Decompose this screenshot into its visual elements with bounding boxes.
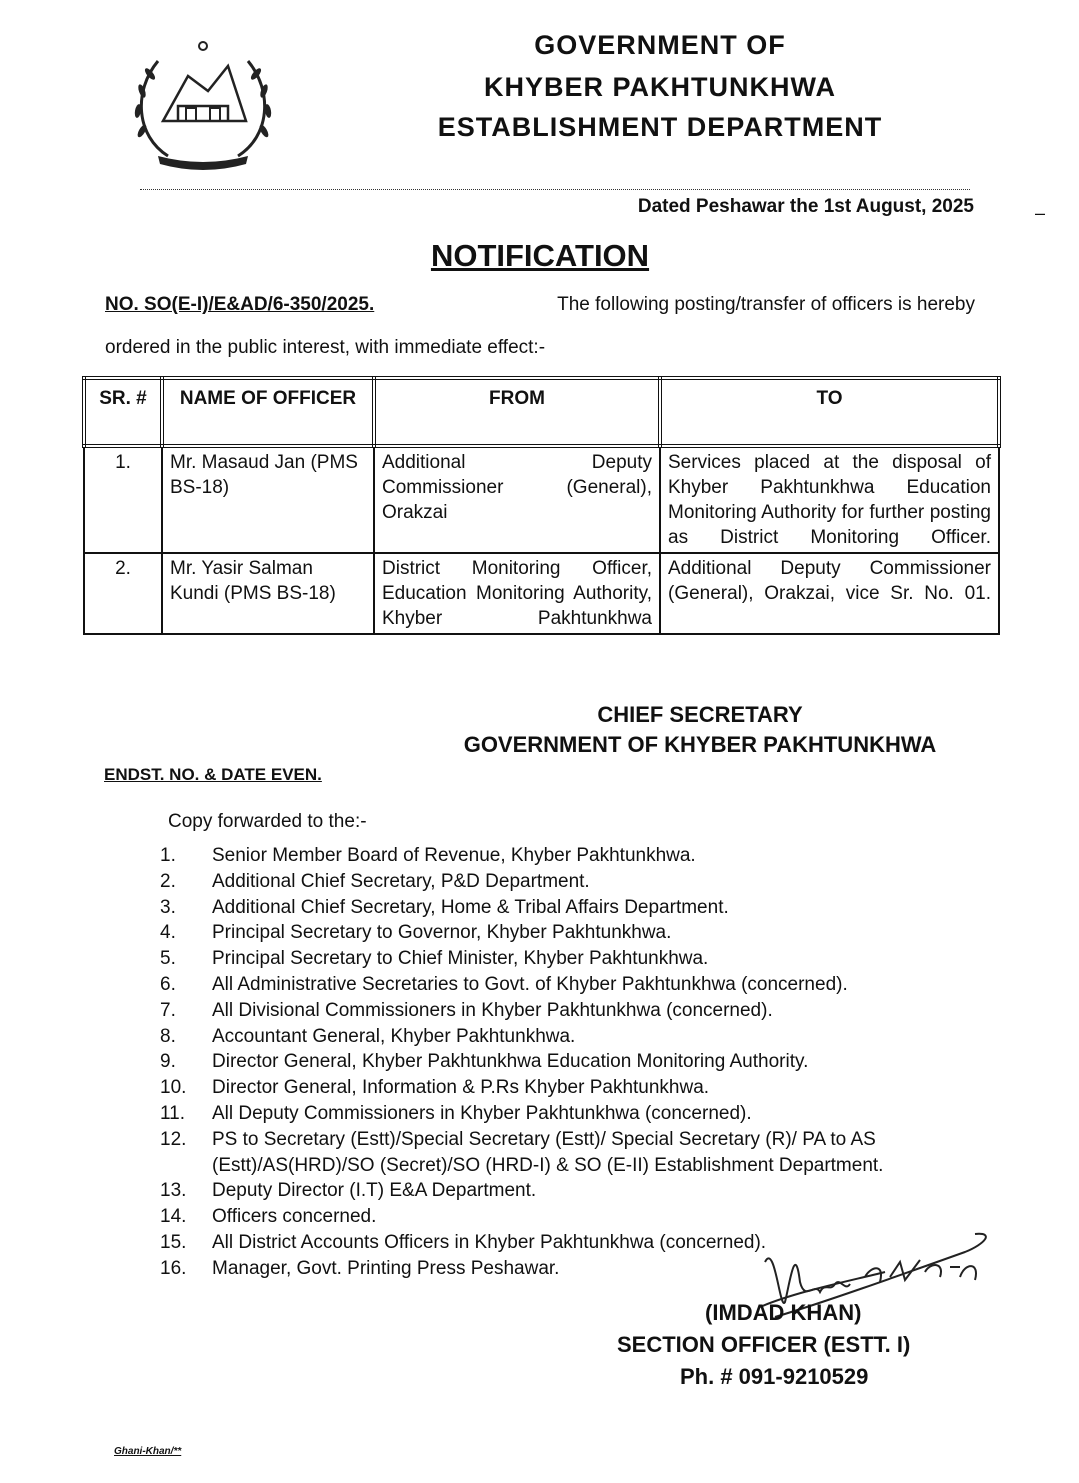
header-name: NAME OF OFFICER <box>162 378 374 446</box>
officer-phone: Ph. # 091-9210529 <box>680 1364 869 1389</box>
row-name: Mr. Yasir Salman Kundi (PMS BS-18) <box>162 553 374 634</box>
list-item-text: Deputy Director (I.T) E&A Department. <box>212 1180 537 1202</box>
list-item-text: Director General, Khyber Pakhtunkhwa Education Monitoring Authority. <box>212 1051 809 1073</box>
row-sr: 1. <box>84 446 162 553</box>
officer-designation: SECTION OFFICER (ESTT. I) <box>617 1332 911 1357</box>
list-item <box>160 1049 990 1075</box>
signatory-title: CHIEF SECRETARY <box>597 702 803 727</box>
list-item-text: All Administrative Secretaries to Govt. of Khyber Pakhtunkhwa (concerned). <box>212 973 848 995</box>
list-item-text: Principal Secretary to Chief Minister, Khyber Pakhtunkhwa. <box>212 948 709 970</box>
list-item-text: Additional Chief Secretary, Home & Tribal Affairs Department. <box>212 896 729 918</box>
list-item-number: 6. <box>160 973 176 995</box>
list-item-text: Senior Member Board of Revenue, Khyber Pakhtunkhwa. <box>212 845 696 866</box>
intro-text-continued: ordered in the public interest, with immediate effect:- <box>105 337 546 358</box>
list-item <box>160 895 990 921</box>
list-item <box>160 1024 990 1050</box>
list-item-number: 5. <box>160 948 176 970</box>
list-item-text: All Deputy Commissioners in Khyber Pakhtunkhwa (concerned). <box>212 1102 752 1124</box>
list-item-text: Principal Secretary to Governor, Khyber Pakhtunkhwa. <box>212 922 672 944</box>
table-row <box>84 446 999 553</box>
margin-mark: – <box>1035 203 1046 223</box>
header-department: ESTABLISHMENT DEPARTMENT <box>437 112 883 142</box>
header-divider <box>140 189 970 190</box>
list-item-number: 8. <box>160 1025 176 1047</box>
copy-list <box>160 843 990 1282</box>
copy-forwarded-intro: Copy forwarded to the:- <box>168 811 367 832</box>
list-item-number: 15. <box>160 1231 187 1253</box>
row-to: Services placed at the disposal of Khyber Pakhtunkhwa Education Monitoring Authority for further posting as District Monitoring Officer. <box>660 446 999 553</box>
notification-number: NO. SO(E-I)/E&AD/6-350/2025. <box>105 294 375 315</box>
list-item-text: Officers concerned. <box>212 1206 377 1228</box>
dated-line: Dated Peshawar the 1st August, 2025 <box>637 196 974 217</box>
list-item-number: 13. <box>160 1180 187 1202</box>
row-from: Additional Deputy Commissioner (General), Orakzai <box>374 446 660 553</box>
list-item-text: All Divisional Commissioners in Khyber Pakhtunkhwa (concerned). <box>212 999 773 1021</box>
row-from: District Monitoring Officer, Education Monitoring Authority, Khyber Pakhtunkhwa <box>374 553 660 634</box>
row-to: Additional Deputy Commissioner (General), Orakzai, vice Sr. No. 01. <box>660 553 999 634</box>
list-item-number: 9. <box>160 1051 176 1073</box>
list-item-text: Accountant General, Khyber Pakhtunkhwa. <box>212 1025 576 1047</box>
list-item-text: Additional Chief Secretary, P&D Department. <box>212 870 590 892</box>
header-sr: SR. # <box>84 378 162 446</box>
list-item-number: 14. <box>160 1206 187 1228</box>
header-to: TO <box>660 378 999 446</box>
list-item <box>160 1101 990 1127</box>
list-item-number: 12. <box>160 1128 187 1150</box>
government-seal-emblem <box>128 36 278 176</box>
list-item <box>160 972 990 998</box>
list-item <box>160 946 990 972</box>
list-item-number: 4. <box>160 922 176 944</box>
row-sr: 2. <box>84 553 162 634</box>
list-item <box>160 869 990 895</box>
list-item-number: 7. <box>160 999 176 1021</box>
header-province: KHYBER PAKHTUNKHWA <box>484 72 836 102</box>
list-item-number: 16. <box>160 1257 187 1279</box>
list-item-number: 2. <box>160 870 176 892</box>
list-item-number: 1. <box>160 845 176 866</box>
row-name: Mr. Masaud Jan (PMS BS-18) <box>162 446 374 553</box>
officer-name: (IMDAD KHAN) <box>705 1300 862 1325</box>
list-item-text: Manager, Govt. Printing Press Peshawar. <box>212 1257 560 1279</box>
header-from: FROM <box>374 378 660 446</box>
list-item <box>160 998 990 1024</box>
list-item-number: 11. <box>160 1102 186 1124</box>
intro-paragraph <box>105 294 975 316</box>
list-item <box>160 1127 990 1179</box>
list-item <box>160 1178 990 1204</box>
list-item <box>160 1075 990 1101</box>
list-item <box>160 843 990 869</box>
intro-text: The following posting/transfer of officers is hereby <box>557 294 975 315</box>
list-item-text: PS to Secretary (Estt)/Special Secretary (Estt)/ Special Secretary (R)/ PA to AS (Estt)/AS(HRD)/SO (Secret)/SO (HRD-I) & SO (E-II) Establishment Department. <box>212 1128 884 1176</box>
table-row <box>84 553 999 634</box>
signatory-block <box>360 700 1040 760</box>
list-item-text: Director General, Information & P.Rs Khyber Pakhtunkhwa. <box>212 1077 710 1099</box>
header-government: GOVERNMENT OF <box>534 30 786 60</box>
endorsement-heading: ENDST. NO. & DATE EVEN. <box>104 765 322 784</box>
list-item-number: 3. <box>160 896 176 918</box>
list-item <box>160 920 990 946</box>
reference-initials: Ghani-Khan/** <box>114 1446 182 1457</box>
list-item-text: All District Accounts Officers in Khyber Pakhtunkhwa (concerned). <box>212 1231 767 1253</box>
list-item-number: 10. <box>160 1077 187 1099</box>
posting-table <box>82 376 1001 635</box>
signatory-government: GOVERNMENT OF KHYBER PAKHTUNKHWA <box>463 732 937 757</box>
table-header-row <box>84 378 999 446</box>
notification-title: NOTIFICATION <box>430 238 650 273</box>
